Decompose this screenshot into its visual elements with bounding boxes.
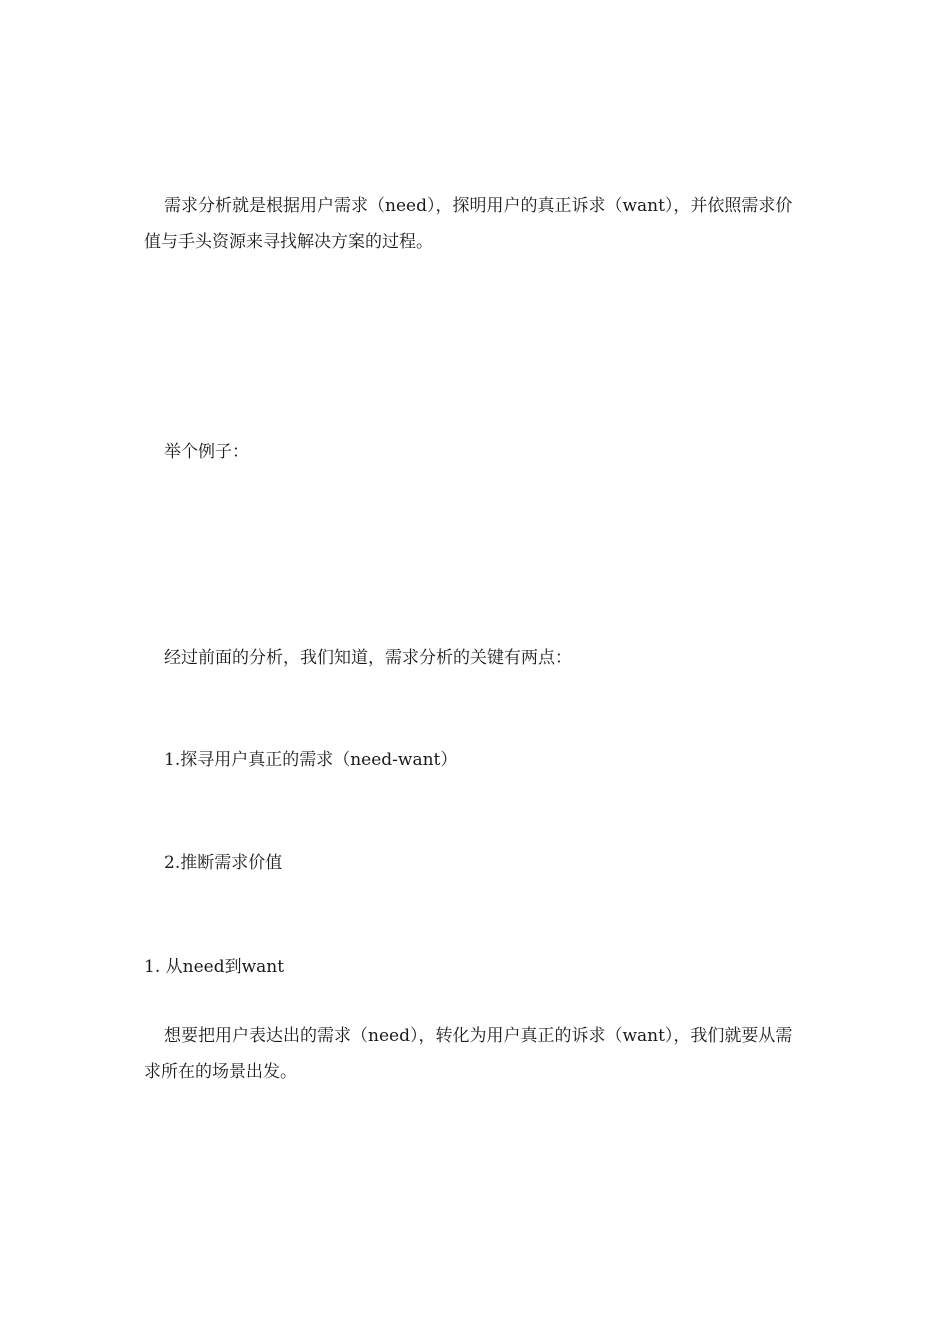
- list-item-2: 2.推断需求价值: [164, 853, 283, 873]
- paragraph-need-to-want: 想要把用户表达出的需求（need），转化为用户真正的诉求（want），我们就要从需求所在的场景出发。: [144, 1026, 793, 1082]
- paragraph-definition: 需求分析就是根据用户需求（need），探明用户的真正诉求（want），并依照需求价值与手头资源来寻找解决方案的过程。: [144, 196, 793, 252]
- paragraph-example-intro: 举个例子：: [164, 442, 249, 462]
- paragraph-key-points-intro: 经过前面的分析，我们知道，需求分析的关键有两点：: [164, 648, 572, 668]
- section-heading: 1. 从need到want: [144, 957, 285, 977]
- list-item-1: 1.探寻用户真正的需求（need-want）: [164, 750, 458, 770]
